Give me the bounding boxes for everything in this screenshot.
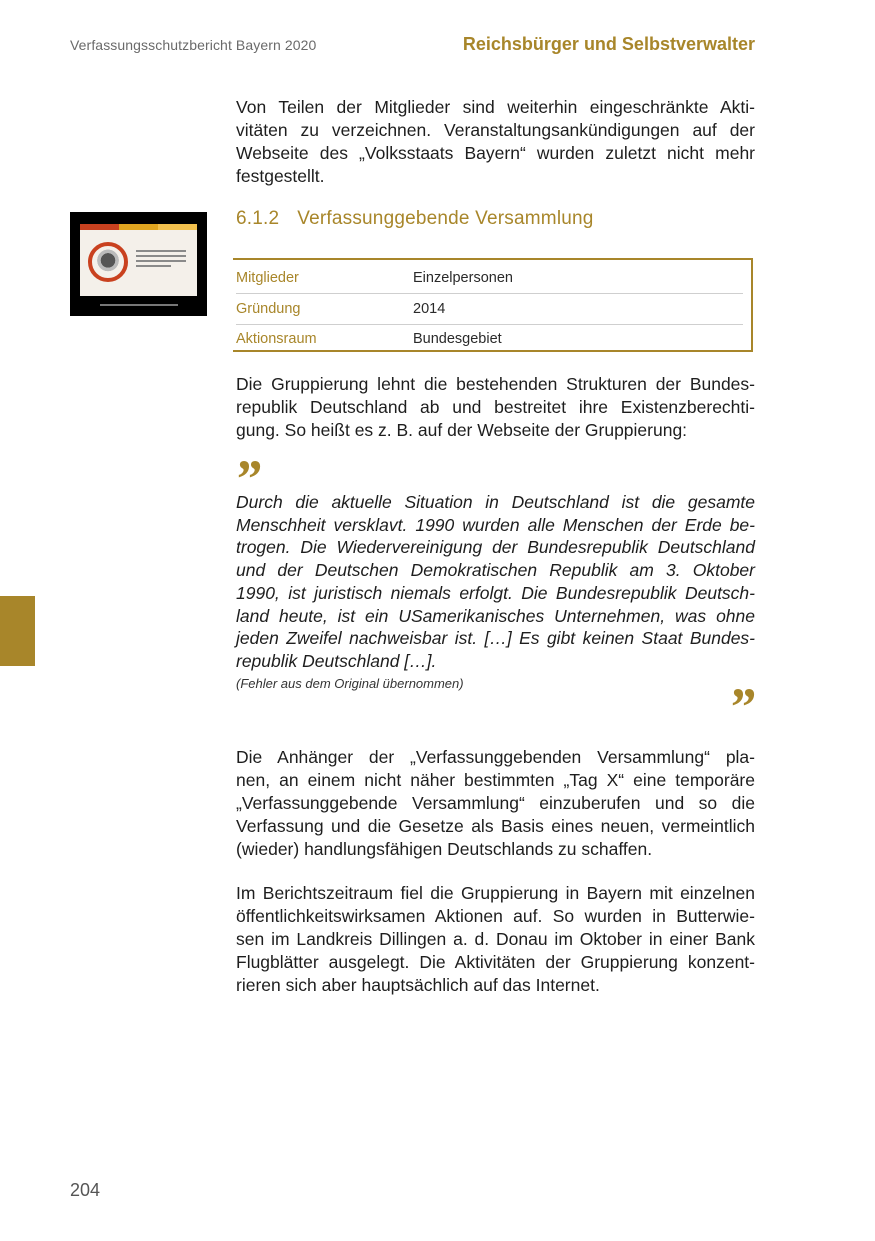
text-line: „Verfassunggebende Versammlung“ einzuberufen und so die	[236, 793, 755, 813]
fact-key: Mitglieder	[236, 270, 299, 286]
section-heading	[236, 208, 594, 230]
text-line: festgestellt.	[236, 166, 325, 186]
paragraph-2	[236, 373, 755, 442]
quote-line: land heute, ist ein USamerikanisches Unternehmen, was ohne	[236, 605, 755, 626]
text-line: öffentlichkeitswirksamen Aktionen auf. So wurden in Butterwie-	[236, 906, 755, 926]
paragraph-4	[236, 882, 755, 997]
section-title: Verfassunggebende Versammlung	[297, 208, 594, 229]
quote-line: Durch die aktuelle Situation in Deutschland ist die gesamte	[236, 492, 755, 512]
text-line: Webseite des „Volksstaats Bayern“ wurden zuletzt nicht mehr	[236, 143, 755, 163]
fact-key: Aktionsraum	[236, 331, 317, 347]
running-header-title: Verfassungsschutzbericht Bayern 2020	[70, 37, 317, 53]
fact-row-area	[236, 323, 743, 354]
open-quote-icon: ”	[234, 449, 261, 509]
quote-line: 1990, ist juristisch niemals erfolgt. Die Bundesrepublik Deutsch-	[236, 582, 755, 603]
close-quote-icon: ”	[728, 677, 755, 737]
fact-value: Einzelpersonen	[413, 270, 513, 286]
seal-icon	[88, 242, 128, 282]
fact-box	[233, 258, 753, 352]
fact-key: Gründung	[236, 301, 301, 317]
intro-paragraph	[236, 96, 755, 188]
text-line: Von Teilen der Mitglieder sind weiterhin eingeschränkte Akti-	[236, 97, 755, 117]
quote-line: Menschheit versklavt. 1990 wurden alle Menschen der Erde be-	[236, 514, 755, 535]
text-line: Im Berichtszeitraum fiel die Gruppierung in Bayern mit einzelnen	[236, 883, 755, 903]
quote-line: und der Deutschen Demokratischen Republik am 3. Oktober	[236, 560, 755, 581]
text-line: Flugblätter ausgelegt. Die Aktivitäten der Gruppierung konzent-	[236, 952, 755, 972]
logo-caption-line	[100, 304, 178, 306]
text-line: rieren sich aber hauptsächlich auf das Internet.	[236, 975, 600, 995]
text-line: sen im Landkreis Dillingen a. d. Donau im Oktober in einer Bank	[236, 929, 755, 949]
organization-logo-image	[70, 212, 207, 316]
page-number: 204	[70, 1180, 101, 1200]
quote-line: jeden Zweifel nachweisbar ist. […] Es gibt keinen Staat Bundes-	[236, 628, 755, 649]
quote-source-note: (Fehler aus dem Original übernommen)	[236, 676, 464, 691]
quote-line: trogen. Die Wiedervereinigung der Bundesrepublik Deutschland	[236, 537, 755, 558]
section-number: 6.1.2	[236, 208, 280, 229]
text-line: gung. So heißt es z. B. auf der Webseite der Gruppierung:	[236, 420, 688, 440]
text-line: (wieder) handlungsfähigen Deutschlands zu schaffen.	[236, 839, 653, 859]
fact-row-members	[236, 262, 743, 294]
quote-block	[236, 491, 755, 673]
fact-value: Bundesgebiet	[413, 331, 502, 347]
fact-value: 2014	[413, 301, 446, 317]
chapter-side-tab	[0, 596, 35, 666]
quote-line: republik Deutschland […].	[236, 650, 437, 671]
text-line: Verfassung und die Gesetze als Basis eines neuen, vermeintlich	[236, 816, 755, 836]
chapter-header-title: Reichsbürger und Selbstverwalter	[462, 34, 755, 54]
text-line: republik Deutschland ab und bestreitet ihre Existenzberechti-	[236, 397, 755, 417]
text-line: Die Anhänger der „Verfassunggebenden Versammlung“ pla-	[236, 747, 755, 767]
text-line: vitäten zu verzeichnen. Veranstaltungsankündigungen auf der	[236, 120, 755, 140]
logo-panel	[80, 230, 197, 296]
text-line: Die Gruppierung lehnt die bestehenden Strukturen der Bundes-	[236, 374, 755, 394]
text-line: nen, an einem nicht näher bestimmten „Tag X“ eine temporäre	[236, 770, 755, 790]
fact-row-founded	[236, 293, 743, 325]
paragraph-3	[236, 746, 755, 861]
logo-text-lines	[136, 250, 186, 270]
